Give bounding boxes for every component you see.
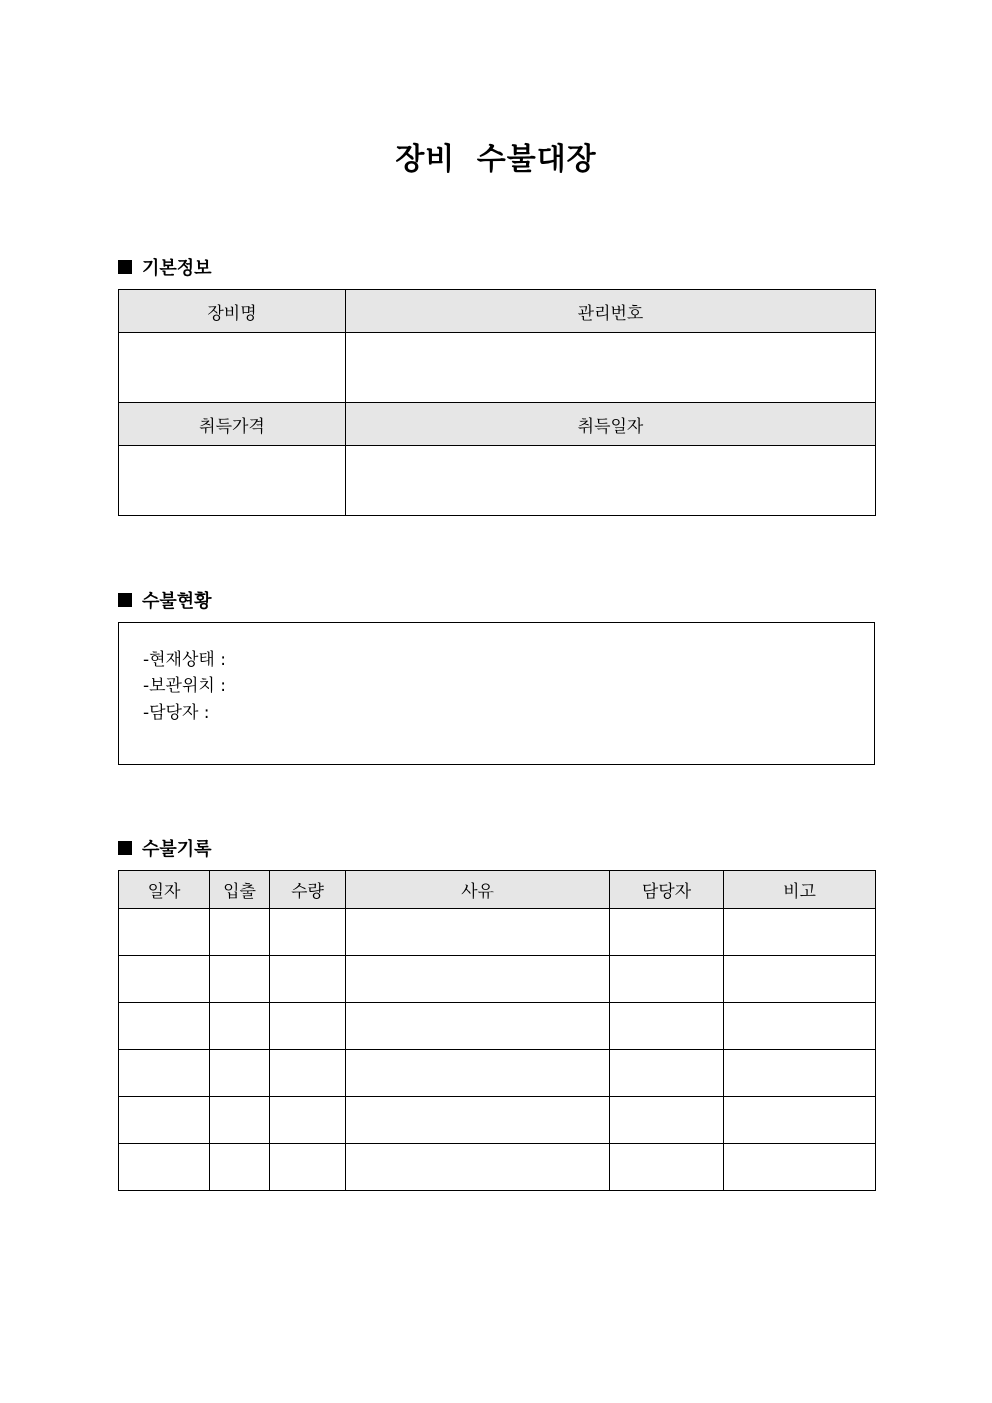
- table-row: [119, 1003, 876, 1050]
- cell-quantity[interactable]: [270, 1144, 346, 1191]
- management-number-field[interactable]: [346, 333, 876, 403]
- cell-remarks[interactable]: [724, 1003, 876, 1050]
- square-bullet-icon: [118, 593, 132, 607]
- col-header-reason: 사유: [346, 871, 610, 909]
- cell-remarks[interactable]: [724, 1097, 876, 1144]
- cell-remarks[interactable]: [724, 909, 876, 956]
- cell-reason[interactable]: [346, 909, 610, 956]
- col-header-in-out: 입출: [210, 871, 270, 909]
- cell-reason[interactable]: [346, 1003, 610, 1050]
- cell-manager[interactable]: [610, 956, 724, 1003]
- cell-date[interactable]: [119, 1097, 210, 1144]
- cell-quantity[interactable]: [270, 1003, 346, 1050]
- cell-in-out[interactable]: [210, 909, 270, 956]
- cell-reason[interactable]: [346, 1097, 610, 1144]
- col-header-manager: 담당자: [610, 871, 724, 909]
- table-row: [119, 909, 876, 956]
- cell-quantity[interactable]: [270, 909, 346, 956]
- cell-in-out[interactable]: [210, 1097, 270, 1144]
- cell-reason[interactable]: [346, 1144, 610, 1191]
- cell-remarks[interactable]: [724, 1144, 876, 1191]
- cell-remarks[interactable]: [724, 1050, 876, 1097]
- cell-manager[interactable]: [610, 1050, 724, 1097]
- basic-info-table: [118, 289, 876, 516]
- cell-date[interactable]: [119, 1003, 210, 1050]
- section-title: 기본정보: [142, 258, 212, 279]
- acquisition-price-field[interactable]: [119, 446, 346, 516]
- cell-date[interactable]: [119, 1144, 210, 1191]
- cell-reason[interactable]: [346, 956, 610, 1003]
- cell-quantity[interactable]: [270, 1050, 346, 1097]
- cell-reason[interactable]: [346, 1050, 610, 1097]
- cell-quantity[interactable]: [270, 956, 346, 1003]
- cell-remarks[interactable]: [724, 956, 876, 1003]
- col-header-quantity: 수량: [270, 871, 346, 909]
- equipment-name-field[interactable]: [119, 333, 346, 403]
- cell-date[interactable]: [119, 1050, 210, 1097]
- square-bullet-icon: [118, 260, 132, 274]
- header-equipment-name: 장비명: [119, 290, 346, 333]
- cell-in-out[interactable]: [210, 1144, 270, 1191]
- cell-date[interactable]: [119, 909, 210, 956]
- header-management-number: 관리번호: [346, 290, 876, 333]
- cell-quantity[interactable]: [270, 1097, 346, 1144]
- records-table: [118, 870, 876, 1191]
- section-status: [118, 587, 212, 613]
- status-storage-location: -보관위치 :: [143, 676, 226, 696]
- section-title: 수불기록: [142, 839, 212, 860]
- cell-manager[interactable]: [610, 1144, 724, 1191]
- status-current-state: -현재상태 :: [143, 650, 226, 670]
- status-manager: -담당자 :: [143, 703, 210, 723]
- cell-manager[interactable]: [610, 1097, 724, 1144]
- col-header-remarks: 비고: [724, 871, 876, 909]
- cell-in-out[interactable]: [210, 956, 270, 1003]
- table-row: [119, 1144, 876, 1191]
- cell-manager[interactable]: [610, 909, 724, 956]
- section-title: 수불현황: [142, 591, 212, 612]
- cell-in-out[interactable]: [210, 1050, 270, 1097]
- header-acquisition-price: 취득가격: [119, 403, 346, 446]
- page-title: 장비 수불대장: [395, 142, 597, 177]
- table-row: [119, 1097, 876, 1144]
- cell-manager[interactable]: [610, 1003, 724, 1050]
- table-row: [119, 956, 876, 1003]
- header-acquisition-date: 취득일자: [346, 403, 876, 446]
- table-row: [119, 1050, 876, 1097]
- cell-date[interactable]: [119, 956, 210, 1003]
- cell-in-out[interactable]: [210, 1003, 270, 1050]
- acquisition-date-field[interactable]: [346, 446, 876, 516]
- section-basic-info: [118, 254, 212, 280]
- status-box[interactable]: [118, 622, 875, 765]
- square-bullet-icon: [118, 841, 132, 855]
- section-records: [118, 835, 212, 861]
- col-header-date: 일자: [119, 871, 210, 909]
